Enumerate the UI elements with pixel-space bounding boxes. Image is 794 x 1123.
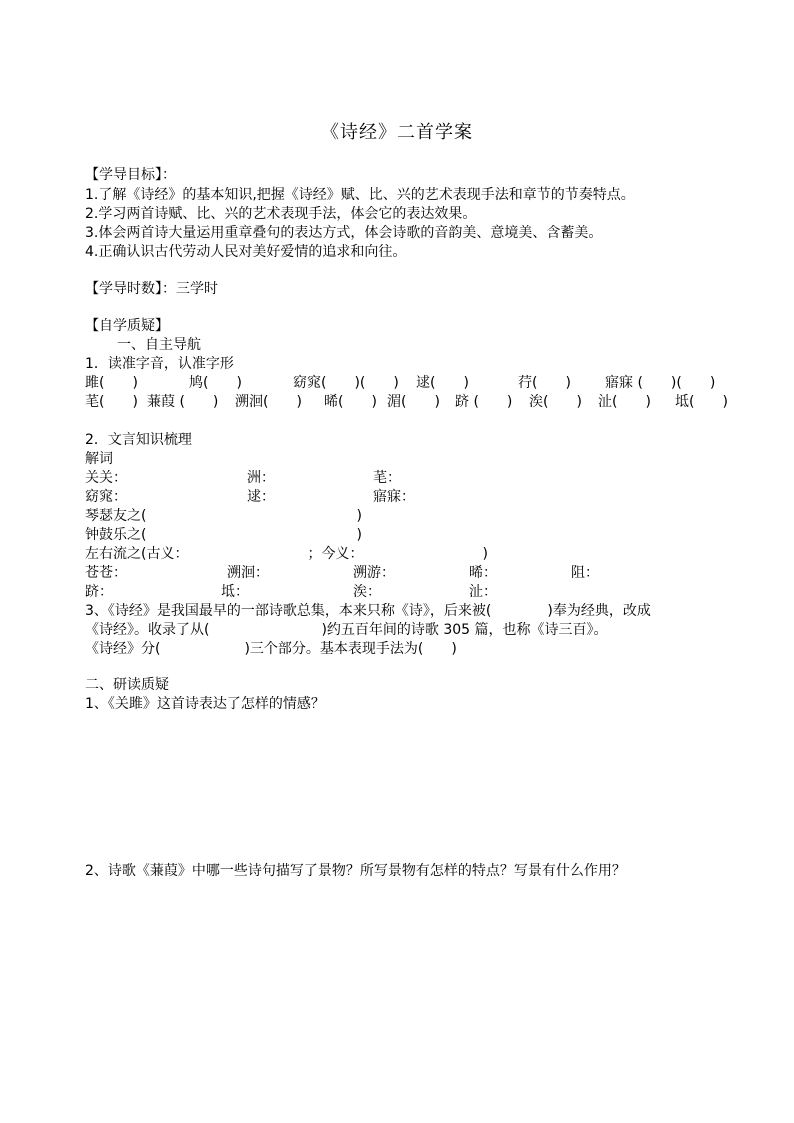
study-question-1: 1、《关雎》这首诗表达了怎样的情感？ xyxy=(85,696,325,712)
pronunciation-row-2 xyxy=(85,393,735,412)
explain-line-zhonggu: 钟鼓乐之( ) xyxy=(85,527,362,543)
vocabulary-item: 关关： xyxy=(85,470,127,486)
question-shijing-line-1: 3、《诗经》是我国最早的一部诗歌总集，本来只称《诗》，后来被( )奉为经典，改成 xyxy=(85,603,651,619)
objective-item: 3.体会两首诗大量运用重章叠句的表达方式，体会诗歌的音韵美、意境美、含蓄美。 xyxy=(85,225,603,241)
self-study-heading: 【自学质疑】 xyxy=(85,318,169,334)
vocabulary-subheading: 解词 xyxy=(85,451,113,467)
study-heading: 二、研读质疑 xyxy=(85,677,169,693)
pronunciation-item: 芼( ) xyxy=(85,394,138,410)
pronunciation-item: 跻 ( ) xyxy=(455,394,513,410)
vocabulary-item: 溯游： xyxy=(353,565,395,581)
vocabulary-item: 涘： xyxy=(353,584,381,600)
pronunciation-item: 晞( ) xyxy=(324,394,377,410)
vocabulary-item: 跻： xyxy=(85,584,113,600)
vocabulary-item: 窈窕： xyxy=(85,489,127,505)
pronunciation-item: 鸠( ) xyxy=(189,375,242,391)
objectives-heading: 【学导目标】： xyxy=(85,167,176,183)
vocabulary-row-4 xyxy=(85,583,735,602)
vocabulary-item: 芼： xyxy=(373,470,401,486)
vocabulary-item: 晞： xyxy=(469,565,497,581)
question-pronunciation: 1．读准字音，认准字形 xyxy=(85,356,234,372)
pronunciation-item: 荇( ) xyxy=(518,375,571,391)
pronunciation-item: 沚( ) xyxy=(598,394,651,410)
vocabulary-item: 沚： xyxy=(469,584,497,600)
pronunciation-row-1 xyxy=(85,374,735,393)
pronunciation-item: 蒹葭 ( ) xyxy=(147,394,219,410)
vocabulary-item: 坻： xyxy=(221,584,249,600)
vocabulary-item: 寤寐： xyxy=(373,489,415,505)
page-title: 《诗经》二首学案 xyxy=(321,122,473,143)
pronunciation-item: 涘( ) xyxy=(529,394,582,410)
objective-item: 2.学习两首诗赋、比、兴的艺术表现手法，体会它的表达效果。 xyxy=(85,206,477,222)
vocabulary-item: 苍苍： xyxy=(85,565,127,581)
section-heading-navigation: 一、自主导航 xyxy=(117,337,201,353)
pronunciation-item: 寤寐 ( )( ) xyxy=(605,375,716,391)
vocabulary-item: 溯洄： xyxy=(227,565,269,581)
study-question-2: 2、诗歌《蒹葭》中哪一些诗句描写了景物？所写景物有怎样的特点？写景有什么作用？ xyxy=(85,863,626,879)
objective-item: 1.了解《诗经》的基本知识,把握《诗经》赋、比、兴的艺术表现手法和章节的节奏特点。 xyxy=(85,187,635,203)
explain-line-zuoyou: 左右流之(古义： ；今义： ) xyxy=(85,546,488,562)
objective-item: 4.正确认识古代劳动人民对美好爱情的追求和向往。 xyxy=(85,244,407,260)
question-classical-knowledge: 2．文言知识梳理 xyxy=(85,432,192,448)
pronunciation-item: 湄( ) xyxy=(387,394,440,410)
question-shijing-line-2: 《诗经》。收录了从( )约五百年间的诗歌 305 篇，也称《诗三百》。 xyxy=(85,622,608,638)
pronunciation-item: 逑( ) xyxy=(416,375,469,391)
study-hours: 【学导时数】：三学时 xyxy=(85,281,218,297)
question-shijing-line-3: 《诗经》分( )三个部分。基本表现手法为( ) xyxy=(85,641,457,657)
pronunciation-item: 坻( ) xyxy=(675,394,728,410)
explain-line-qinse: 琴瑟友之( ) xyxy=(85,508,362,524)
vocabulary-row-2 xyxy=(85,488,735,507)
vocabulary-item: 逑： xyxy=(247,489,275,505)
vocabulary-item: 阻： xyxy=(571,565,599,581)
pronunciation-item: 溯洄( ) xyxy=(235,394,302,410)
vocabulary-row-3 xyxy=(85,564,735,583)
pronunciation-item: 窈窕( )( ) xyxy=(293,375,399,391)
vocabulary-row-1 xyxy=(85,469,735,488)
vocabulary-item: 洲： xyxy=(247,470,275,486)
pronunciation-item: 雎( ) xyxy=(85,375,138,391)
